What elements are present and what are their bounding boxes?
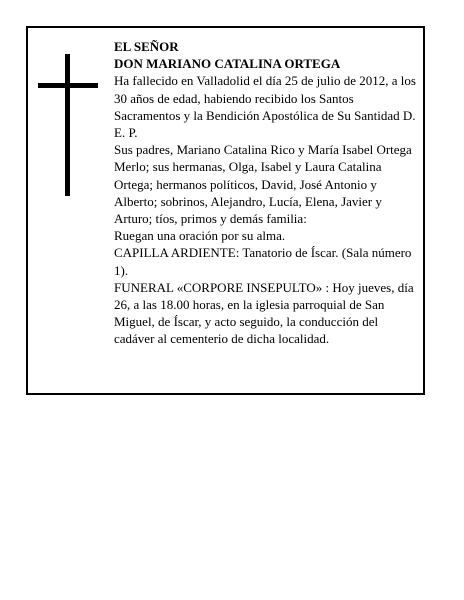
- latin-cross-icon: [38, 54, 98, 196]
- death-announcement-paragraph: Ha fallecido en Valladolid el día 25 de julio de 2012, a los 30 años de edad, habiendo recibido los Santos Sacramentos y la Bendición Apostólica de Su Santidad D. E. P.: [114, 73, 416, 141]
- wake-location-paragraph: CAPILLA ARDIENTE: Tanatorio de Íscar. (Sala número 1).: [114, 245, 412, 278]
- cross-horizontal-bar: [38, 83, 98, 88]
- cross-vertical-bar: [65, 54, 70, 196]
- obituary-text: [114, 38, 420, 348]
- deceased-title: EL SEÑOR: [114, 39, 179, 54]
- funeral-details-paragraph: FUNERAL «CORPORE INSEPULTO» : Hoy jueves, día 26, a las 18.00 horas, en la iglesia parroquial de San Miguel, de Íscar, y acto seguido, la conducción del cadáver al cementerio de dicha localidad.: [114, 279, 414, 347]
- deceased-name: DON MARIANO CATALINA ORTEGA: [114, 56, 341, 72]
- family-paragraph: Sus padres, Mariano Catalina Rico y María Isabel Ortega Merlo; sus hermanas, Olga, Isabel y Laura Catalina Ortega; hermanos políticos, David, José Antonio y Alberto; sobrinos, Alejandro, Lucía, Elena, Javier y Arturo; tíos, primos y demás familia:: [114, 142, 412, 227]
- prayer-request-paragraph: Ruegan una oración por su alma.: [114, 228, 286, 244]
